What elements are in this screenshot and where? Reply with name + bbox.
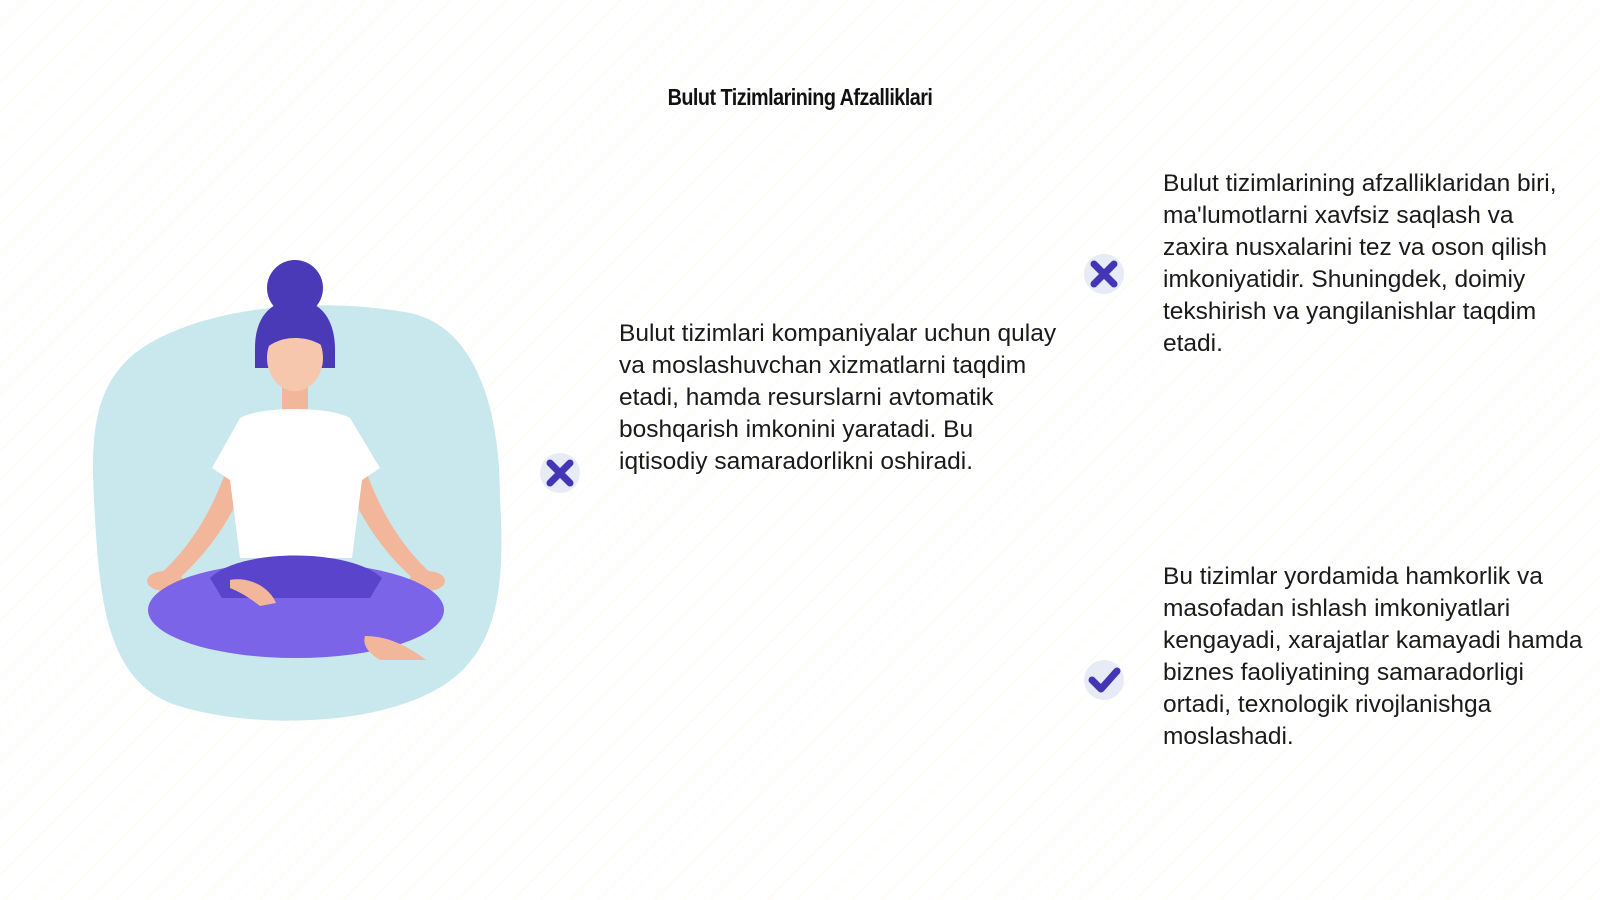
- meditating-person-illustration: [80, 258, 520, 738]
- slide-title: Bulut Tizimlarining Afzalliklari: [667, 84, 933, 110]
- x-icon: [536, 449, 584, 497]
- point-text-2: Bulut tizimlarining afzalliklaridan biri, ma'lumotlarni xavfsiz saqlash va zaxira nusxalarini tez va oson qilish imkoniyatidir. Shuningdek, doimiy tekshirish va yangilanishlar taqdim etadi.: [1163, 170, 1557, 357]
- x-icon: [1080, 250, 1128, 298]
- point-text-1: Bulut tizimlari kompaniyalar uchun qulay va moslashuvchan xizmatlarni taqdim etadi, hamda resurslarni avtomatik boshqarish imkonini yaratadi. Bu iqtisodiy samaradorlikni oshiradi.: [619, 320, 1057, 475]
- point-text-3: Bu tizimlar yordamida hamkorlik va masofadan ishlash imkoniyatlari kengayadi, xarajatlar kamayadi hamda biznes faoliyatining samaradorligi ortadi, texnologik rivojlanishga moslashadi.: [1163, 563, 1583, 750]
- check-icon: [1080, 656, 1128, 704]
- shirt: [212, 409, 380, 558]
